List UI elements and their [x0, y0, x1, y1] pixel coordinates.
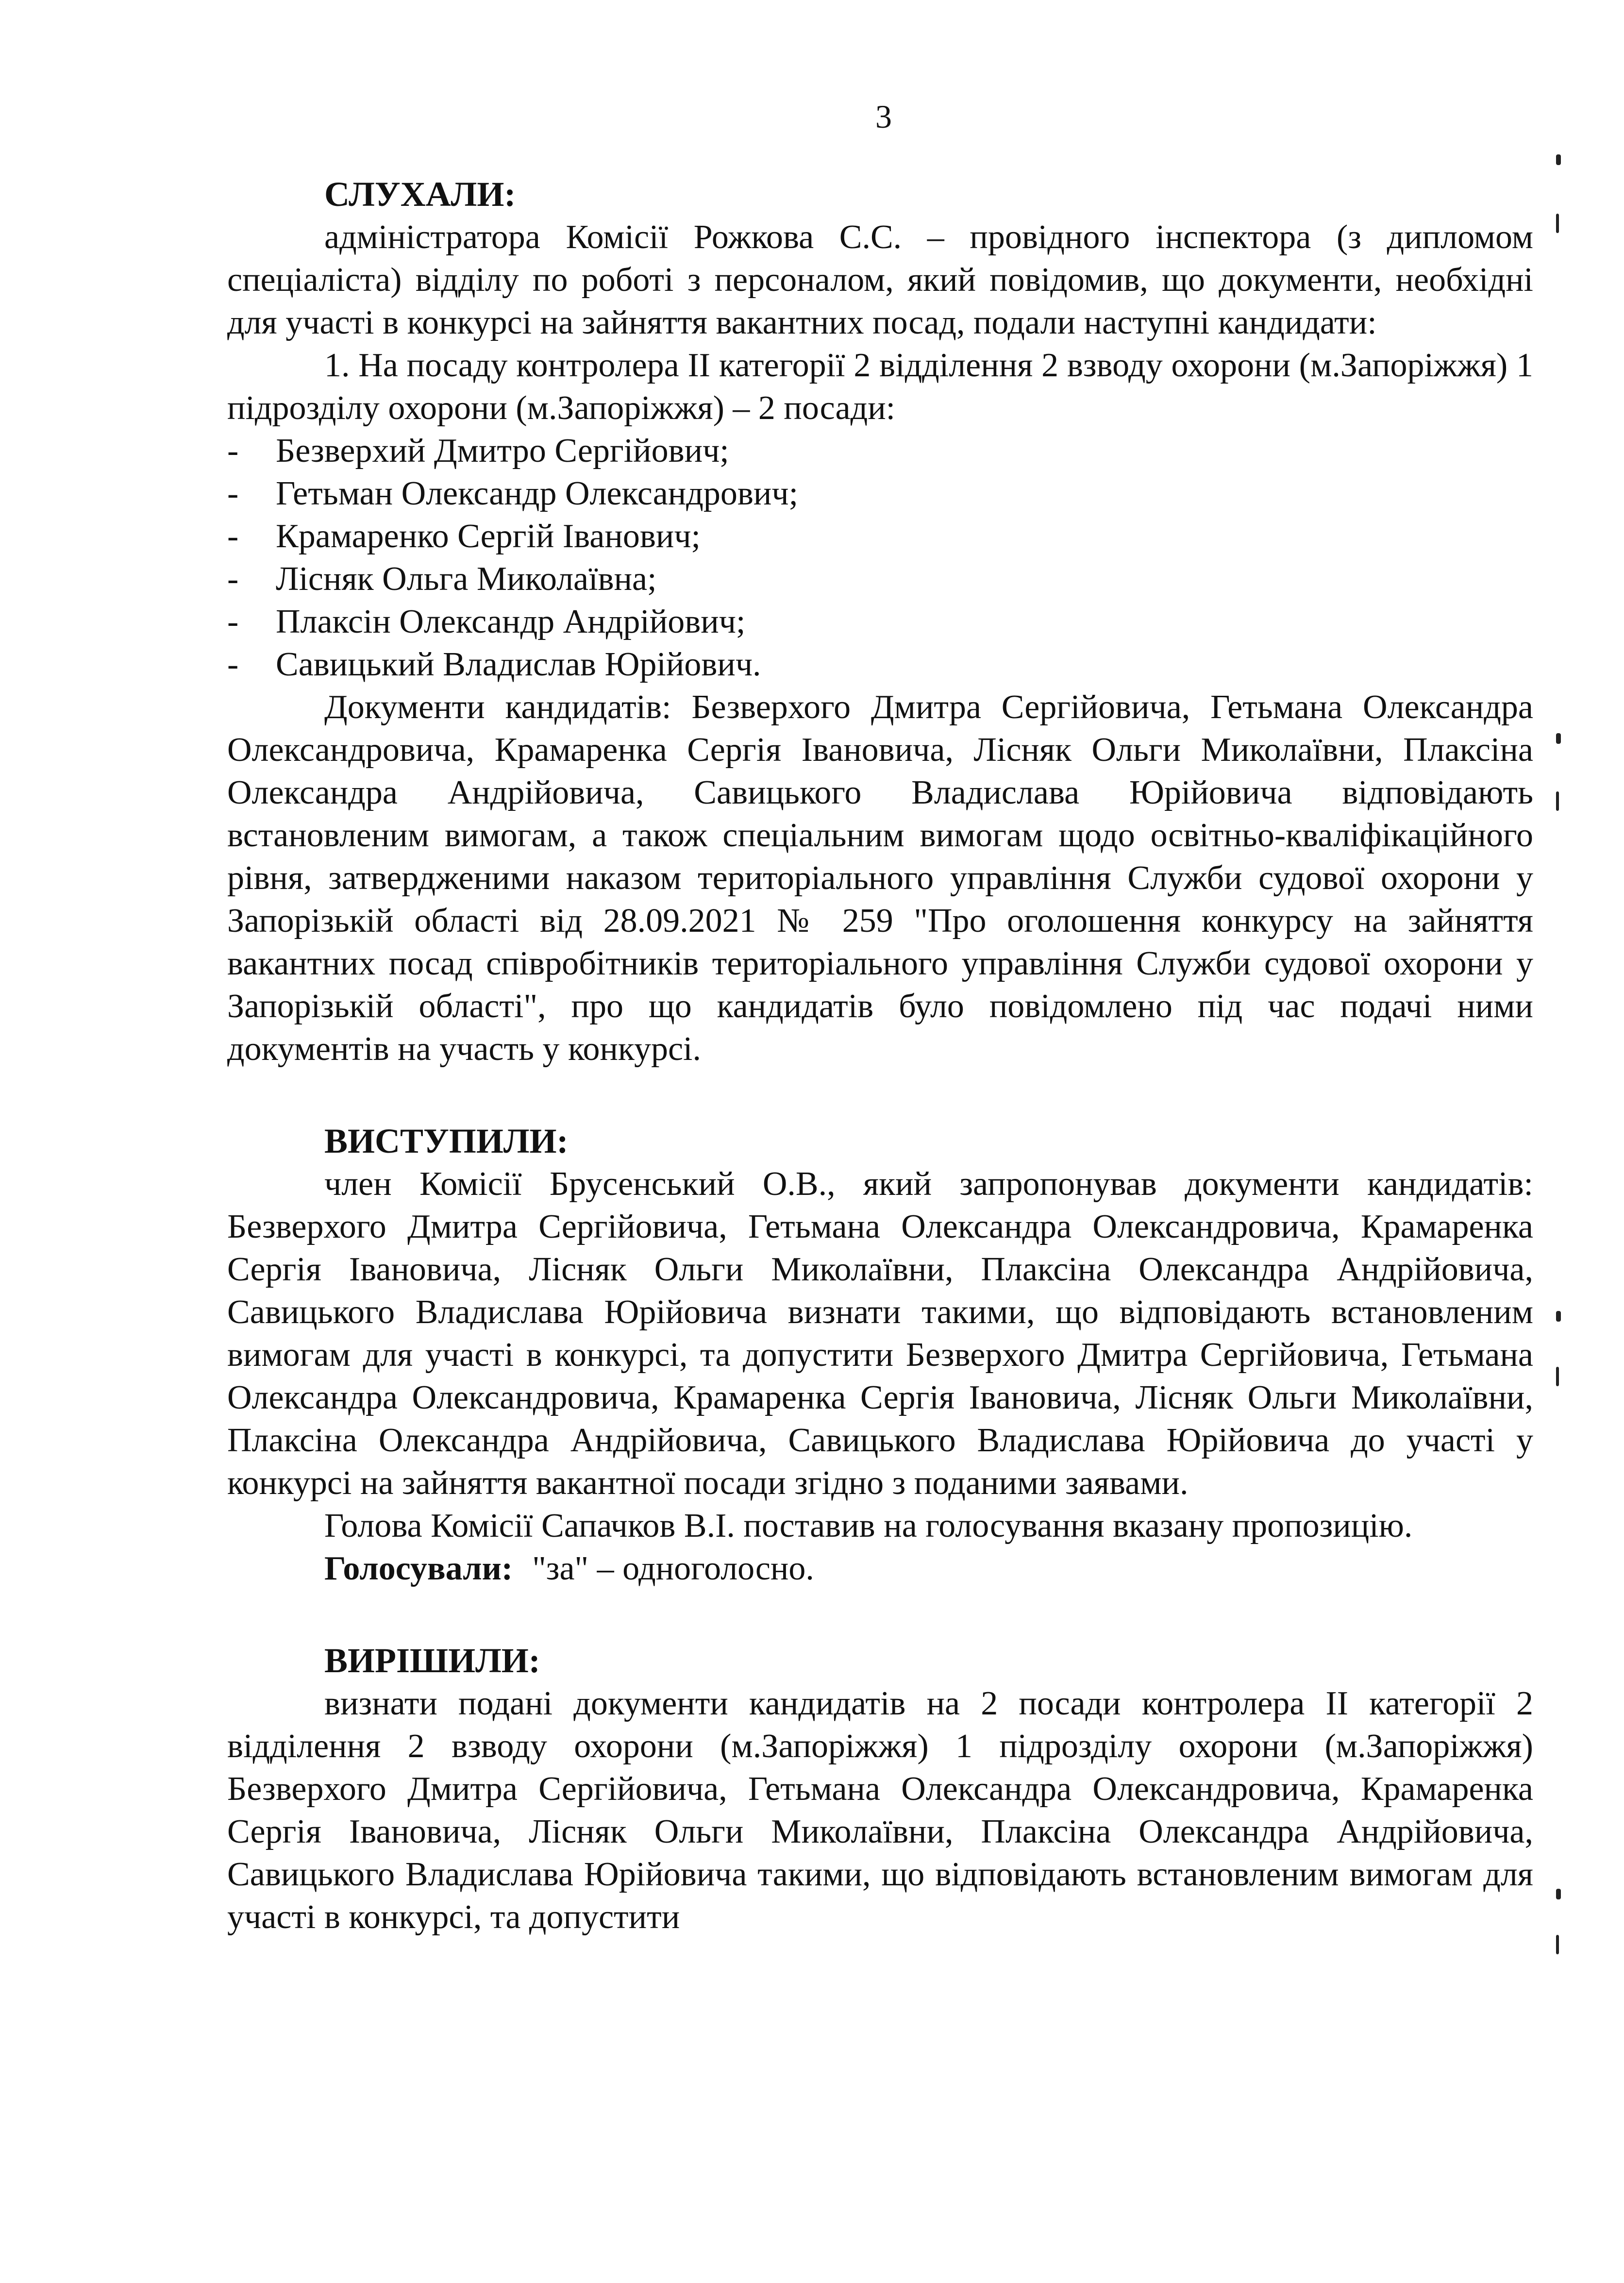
candidate-name: Гетьман Олександр Олександрович;	[276, 475, 799, 512]
list-item: - Савицький Владислав Юрійович.	[227, 646, 761, 683]
vote-line	[227, 1547, 1533, 1590]
vote-result: "за" – одноголосно.	[532, 1550, 814, 1587]
list-item: - Гетьман Олександр Олександрович;	[227, 475, 799, 512]
list-item: - Крамаренко Сергій Іванович;	[227, 518, 701, 555]
position-item: 1. На посаду контролера ІІ категорії 2 відділення 2 взводу охорони (м.Запоріжжя) 1 підрозділу охорони (м.Запоріжжя) – 2 посади:	[227, 347, 1533, 427]
candidate-name: Савицький Владислав Юрійович.	[276, 646, 761, 683]
list-item: - Безверхий Дмитро Сергійович;	[227, 432, 729, 470]
vote-label: Голосували:	[324, 1550, 513, 1587]
list-item: - Лісняк Ольга Миколаївна;	[227, 560, 657, 598]
document-body	[227, 172, 1533, 1939]
candidate-name: Безверхий Дмитро Сергійович;	[276, 432, 729, 470]
margin-mark	[1556, 1889, 1561, 1899]
margin-mark	[1556, 1367, 1559, 1386]
margin-mark	[1556, 154, 1561, 165]
candidate-list	[227, 430, 1533, 686]
decided-heading: ВИРІШИЛИ:	[324, 1641, 540, 1680]
spoke-heading: ВИСТУПИЛИ:	[324, 1122, 569, 1160]
candidate-name: Крамаренко Сергій Іванович;	[276, 518, 701, 555]
heard-heading: СЛУХАЛИ:	[324, 175, 516, 214]
heard-intro: адміністратора Комісії Рожкова С.С. – провідного інспектора (з дипломом спеціаліста) відділу по роботі з персоналом, який повідомив, що документи, необхідні для участі в конкурсі на зайняття вакантних посад, подали наступні кандидати:	[227, 218, 1533, 341]
documents-note: Документи кандидатів: Безверхого Дмитра Сергійовича, Гетьмана Олександра Олександровича, Крамаренка Сергія Івановича, Лісняк Ольги Миколаївни, Плаксіна Олександра Андрійовича, Савицького Владислава Юрійовича відповідають встановленим вимогам, а також спеціальним вимогам щодо освітньо-кваліфікаційного рівня, затвердженими наказом територіального управління Служби судової охорони у Запорізькій області від 28.09.2021 № 259 "Про оголошення конкурсу на зайняття вакантних посад співробітників територіального управління Служби судової охорони у Запорізькій області", про що кандидатів було повідомлено під час подачі ними документів на участь у конкурсі.	[227, 688, 1533, 1068]
candidate-name: Лісняк Ольга Миколаївна;	[276, 560, 657, 598]
speech-paragraph: член Комісії Брусенський О.В., який запропонував документи кандидатів: Безверхого Дмитра Сергійовича, Гетьмана Олександра Олександровича, Крамаренка Сергія Івановича, Лісняк Ольги Миколаївни, Плаксіна Олександра Андрійовича, Савицького Владислава Юрійовича визнати такими, що відповідають встановленим вимогам для участі в конкурсі, та допустити Безверхого Дмитра Сергійовича, Гетьмана Олександра Олександровича, Крамаренка Сергія Івановича, Лісняк Ольги Миколаївни, Плаксіна Олександра Андрійовича, Савицького Владислава Юрійовича до участі у конкурсі на зайняття вакантної посади згідно з поданими заявами.	[227, 1165, 1533, 1502]
candidate-name: Плаксін Олександр Андрійович;	[276, 603, 746, 640]
margin-mark	[1556, 791, 1559, 811]
margin-mark	[1556, 733, 1561, 744]
decision-paragraph: визнати подані документи кандидатів на 2 посади контролера ІІ категорії 2 відділення 2 взводу охорони (м.Запоріжжя) 1 підрозділу охорони (м.Запоріжжя) Безверхого Дмитра Сергійовича, Гетьмана Олександра Олександровича, Крамаренка Сергія Івановича, Лісняк Ольги Миколаївни, Плаксіна Олександра Андрійовича, Савицького Владислава Юрійовича такими, що відповідають встановленим вимогам для участі в конкурсі, та допустити	[227, 1685, 1533, 1936]
margin-mark	[1556, 1311, 1561, 1322]
list-item: - Плаксін Олександр Андрійович;	[227, 603, 746, 640]
page-number: 3	[875, 98, 892, 135]
margin-mark	[1556, 214, 1559, 233]
chair-paragraph: Голова Комісії Сапачков В.І. поставив на голосування вказану пропозицію.	[324, 1507, 1413, 1544]
margin-mark	[1556, 1935, 1559, 1954]
